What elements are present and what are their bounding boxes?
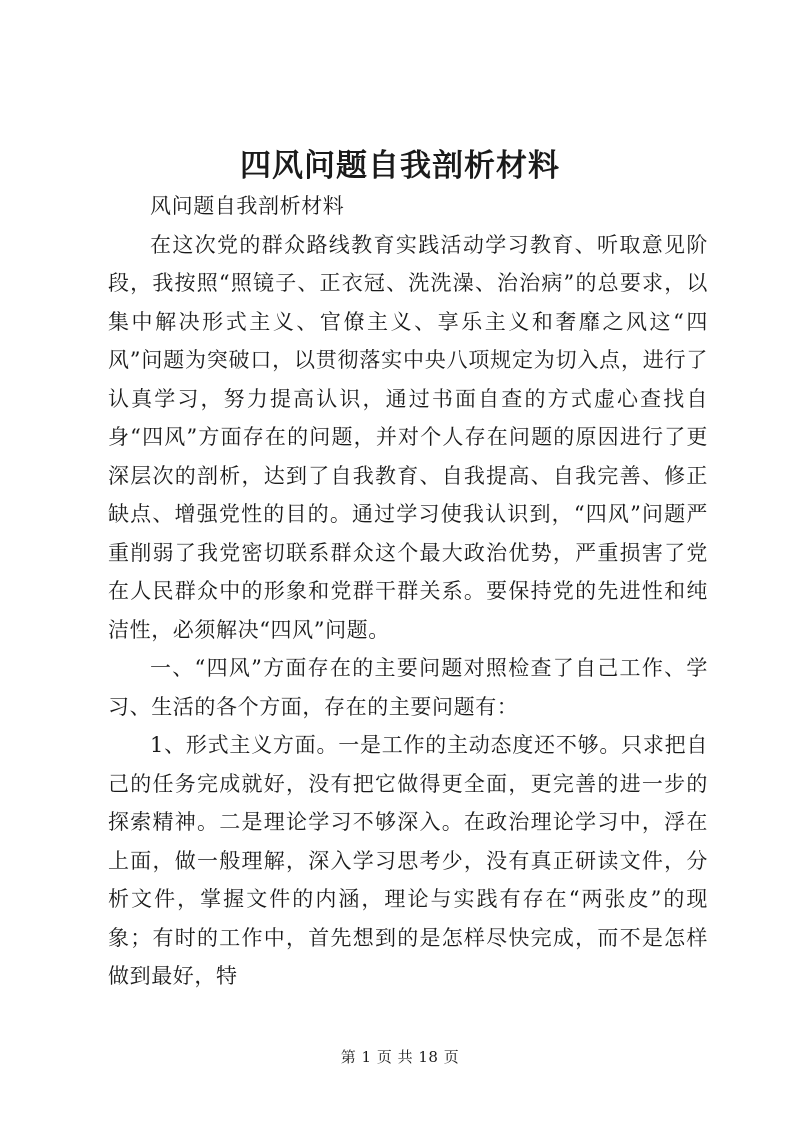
paragraph-section-heading: 一、“四风”方面存在的主要问题对照检查了自己工作、学习、生活的各个方面，存在的主要问题有： — [108, 656, 708, 719]
page-footer: 第 1 页 共 18 页 — [340, 1048, 460, 1066]
document-title: 四风问题自我剖析材料 — [240, 148, 560, 184]
paragraph-subtitle: 风问题自我剖析材料 — [150, 194, 345, 218]
paragraph-formalism: 1、形式主义方面。一是工作的主动态度还不够。只求把自己的任务完成就好，没有把它做得更全面，更完善的进一步的探索精神。二是理论学习不够深入。在政治理论学习中，浮在上面，做一般理解，深入学习思考少，没有真正研读文件，分析文件，掌握文件的内涵，理论与实践有存在“两张皮”的现象；有时的工作中，首先想到的是怎样尽快完成，而不是怎样做到最好，特 — [108, 733, 708, 988]
paragraph-intro: 在这次党的群众路线教育实践活动学习教育、听取意见阶段，我按照“照镜子、正衣冠、洗洗澡、治治病”的总要求，以集中解决形式主义、官僚主义、享乐主义和奢靡之风这“四风”问题为突破口，以贯彻落实中央八项规定为切入点，进行了认真学习，努力提高认识，通过书面自查的方式虚心查找自身“四风”方面存在的问题，并对个人存在问题的原因进行了更深层次的剖析，达到了自我教育、自我提高、自我完善、修正缺点、增强党性的目的。通过学习使我认识到，“四风”问题严重削弱了我党密切联系群众这个最大政治优势，严重损害了党在人民群众中的形象和党群干群关系。要保持党的先进性和纯洁性，必须解决“四风”问题。 — [108, 232, 708, 642]
document-body — [108, 187, 708, 996]
